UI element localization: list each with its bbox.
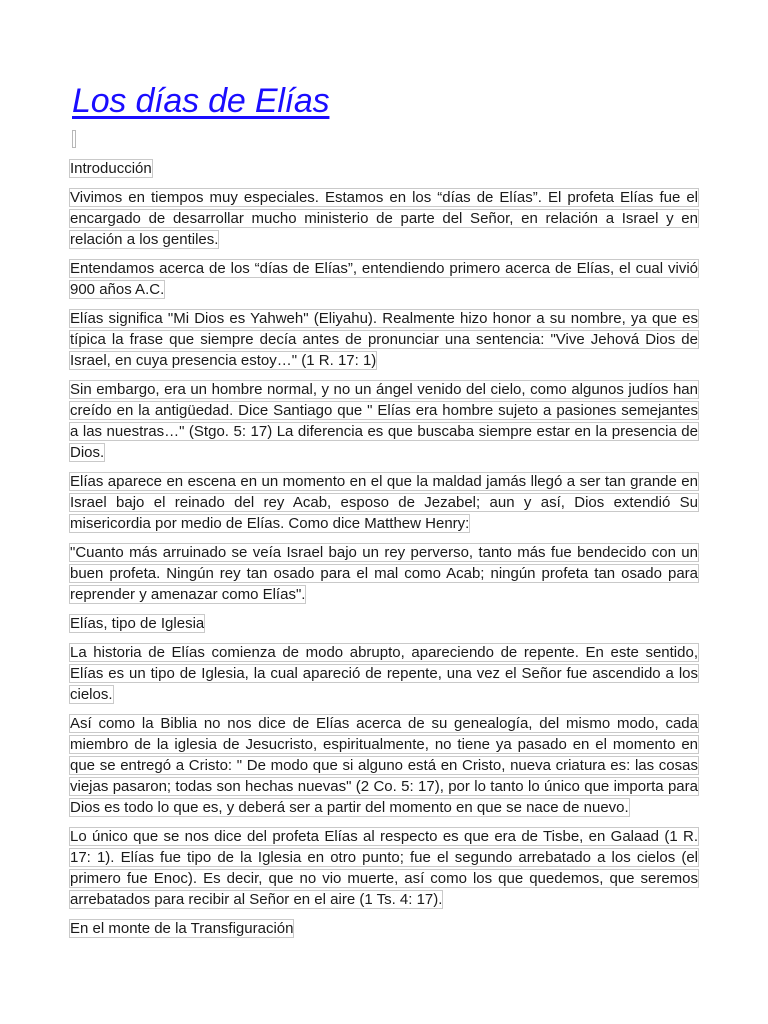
paragraph: Entendamos acerca de los “días de Elías”, entendiendo primero acerca de Elías, el cual vivió 900 años A.C.	[70, 260, 698, 298]
paragraph: Así como la Biblia no nos dice de Elías acerca de su genealogía, del mismo modo, cada miembro de la iglesia de Jesucristo, espiritualmente, no tiene ya pasado en el momento en que se entregó a Cristo: " De modo que si alguno está en Cristo, nueva criatura es: las cosas viejas pasaron; todas son hechas nuevas" (2 Co. 5: 17), por lo tanto lo único que importa para Dios es todo lo que es, y deberá ser a partir del momento en que se nace de nuevo.	[70, 715, 698, 816]
paragraph: Sin embargo, era un hombre normal, y no un ángel venido del cielo, como algunos judíos han creído en la antigüedad. Dice Santiago que " Elías era hombre sujeto a pasiones semejantes a las nuestras…" (Stgo. 5: 17) La diferencia es que buscaba siempre estar en la presencia de Dios.	[70, 381, 698, 461]
paragraph: Vivimos en tiempos muy especiales. Estamos en los “días de Elías”. El profeta Elías fue el encargado de desarrollar mucho ministerio de parte del Señor, en relación a Israel y en relación a los gentiles.	[70, 189, 698, 248]
document-body	[70, 158, 698, 947]
text-cursor-placeholder	[72, 130, 76, 148]
document-title-link[interactable]: Los días de Elías	[72, 82, 330, 120]
paragraph: La historia de Elías comienza de modo abrupto, apareciendo de repente. En este sentido, Elías es un tipo de Iglesia, la cual apareció de repente, una vez el Señor fue ascendido a los cielos.	[70, 644, 698, 703]
section-heading-transfiguracion: En el monte de la Transfiguración	[70, 920, 294, 937]
paragraph: Lo único que se nos dice del profeta Elías al respecto es que era de Tisbe, en Galaad (1 R. 17: 1). Elías fue tipo de la Iglesia en otro punto; fue el segundo arrebatado a los cielos (el primero fue Enoc). Es decir, que no vio muerte, así como los que quedemos, que seremos arrebatados para recibir al Señor en el aire (1 Ts. 4: 17).	[70, 828, 698, 908]
paragraph: Elías aparece en escena en un momento en el que la maldad jamás llegó a ser tan grande en Israel bajo el reinado del rey Acab, esposo de Jezabel; aun y así, Dios extendió Su misericordia por medio de Elías. Como dice Matthew Henry:	[70, 473, 698, 532]
section-heading-tipo-de-iglesia: Elías, tipo de Iglesia	[70, 615, 205, 632]
paragraph: Elías significa "Mi Dios es Yahweh" (Eliyahu). Realmente hizo honor a su nombre, ya que es típica la frase que siempre decía antes de pronunciar una sentencia: "Vive Jehová Dios de Israel, en cuya presencia estoy…" (1 R. 17: 1)	[70, 310, 698, 369]
section-heading-introduccion: Introducción	[70, 160, 152, 177]
quote-paragraph: "Cuanto más arruinado se veía Israel bajo un rey perverso, tanto más fue bendecido con un buen profeta. Ningún rey tan osado para el mal como Acab; ningún profeta tan osado para reprender y amenazar como Elías".	[70, 544, 698, 603]
